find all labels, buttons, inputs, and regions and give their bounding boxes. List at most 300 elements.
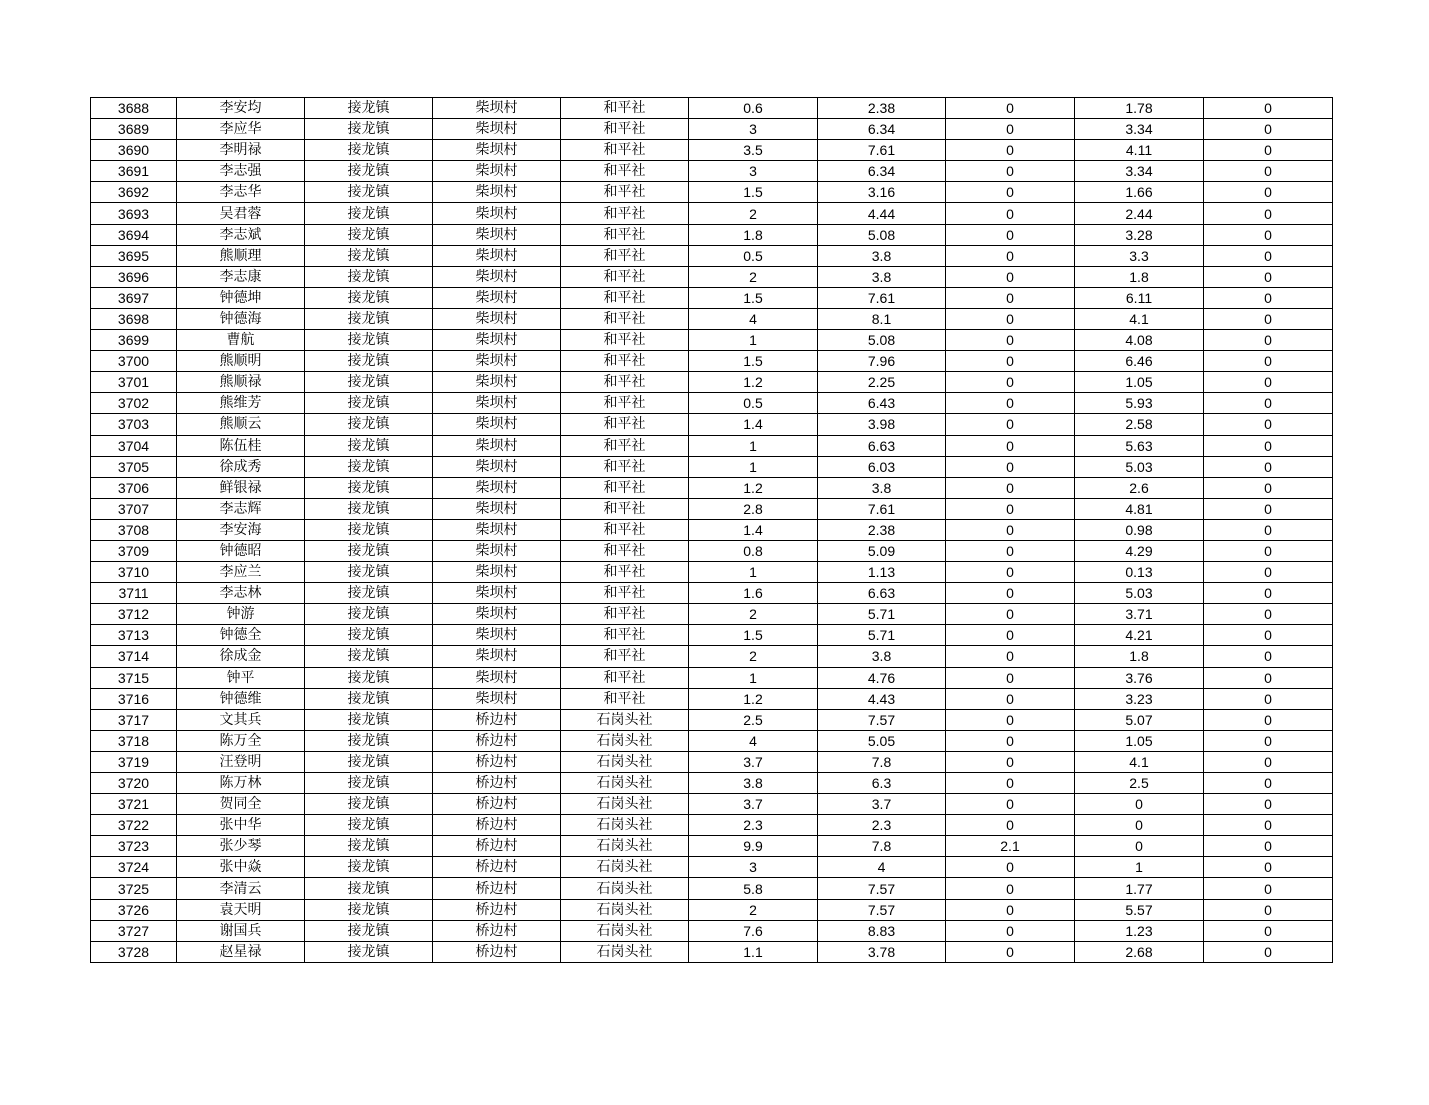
group-cell: 和平社 xyxy=(561,372,689,393)
table-row xyxy=(91,287,1333,308)
row-id-cell: 3725 xyxy=(91,878,177,899)
row-id-cell: 3689 xyxy=(91,119,177,140)
value-cell-3: 0 xyxy=(946,604,1075,625)
value-cell-3: 0 xyxy=(946,330,1075,351)
value-cell-3: 0 xyxy=(946,773,1075,794)
value-cell-2: 6.63 xyxy=(818,583,946,604)
value-cell-2: 6.34 xyxy=(818,119,946,140)
group-cell: 石岗头社 xyxy=(561,751,689,772)
value-cell-4: 1.23 xyxy=(1075,920,1204,941)
table-row xyxy=(91,751,1333,772)
name-cell: 钟德海 xyxy=(177,308,305,329)
value-cell-5: 0 xyxy=(1204,920,1333,941)
name-cell: 钟德昭 xyxy=(177,540,305,561)
table-row xyxy=(91,140,1333,161)
town-cell: 接龙镇 xyxy=(305,435,433,456)
value-cell-3: 0 xyxy=(946,435,1075,456)
value-cell-2: 7.96 xyxy=(818,351,946,372)
value-cell-2: 5.71 xyxy=(818,604,946,625)
group-cell: 和平社 xyxy=(561,477,689,498)
name-cell: 李安海 xyxy=(177,519,305,540)
name-cell: 熊顺理 xyxy=(177,245,305,266)
value-cell-2: 6.3 xyxy=(818,773,946,794)
value-cell-1: 9.9 xyxy=(689,836,818,857)
name-cell: 李志强 xyxy=(177,161,305,182)
value-cell-2: 7.61 xyxy=(818,287,946,308)
group-cell: 和平社 xyxy=(561,562,689,583)
name-cell: 钟游 xyxy=(177,604,305,625)
value-cell-5: 0 xyxy=(1204,351,1333,372)
value-cell-4: 1.05 xyxy=(1075,372,1204,393)
value-cell-5: 0 xyxy=(1204,330,1333,351)
name-cell: 李志华 xyxy=(177,182,305,203)
value-cell-1: 0.5 xyxy=(689,245,818,266)
table-body xyxy=(91,98,1333,963)
value-cell-5: 0 xyxy=(1204,287,1333,308)
value-cell-2: 4.76 xyxy=(818,667,946,688)
village-cell: 柴坝村 xyxy=(433,456,561,477)
group-cell: 和平社 xyxy=(561,266,689,287)
value-cell-4: 5.63 xyxy=(1075,435,1204,456)
value-cell-5: 0 xyxy=(1204,562,1333,583)
row-id-cell: 3698 xyxy=(91,308,177,329)
name-cell: 陈伍桂 xyxy=(177,435,305,456)
value-cell-1: 3.7 xyxy=(689,751,818,772)
table-row xyxy=(91,182,1333,203)
value-cell-2: 2.38 xyxy=(818,98,946,119)
value-cell-2: 5.05 xyxy=(818,730,946,751)
town-cell: 接龙镇 xyxy=(305,540,433,561)
value-cell-1: 1 xyxy=(689,330,818,351)
value-cell-4: 3.76 xyxy=(1075,667,1204,688)
value-cell-4: 1.05 xyxy=(1075,730,1204,751)
value-cell-5: 0 xyxy=(1204,794,1333,815)
value-cell-2: 4 xyxy=(818,857,946,878)
name-cell: 李志林 xyxy=(177,583,305,604)
value-cell-5: 0 xyxy=(1204,815,1333,836)
value-cell-3: 0 xyxy=(946,857,1075,878)
town-cell: 接龙镇 xyxy=(305,794,433,815)
village-cell: 桥边村 xyxy=(433,836,561,857)
table-row xyxy=(91,330,1333,351)
value-cell-4: 3.34 xyxy=(1075,119,1204,140)
value-cell-4: 0.98 xyxy=(1075,519,1204,540)
town-cell: 接龙镇 xyxy=(305,245,433,266)
name-cell: 张少琴 xyxy=(177,836,305,857)
group-cell: 和平社 xyxy=(561,414,689,435)
row-id-cell: 3704 xyxy=(91,435,177,456)
value-cell-3: 0 xyxy=(946,583,1075,604)
row-id-cell: 3693 xyxy=(91,203,177,224)
value-cell-2: 3.78 xyxy=(818,941,946,962)
village-cell: 柴坝村 xyxy=(433,667,561,688)
value-cell-2: 5.08 xyxy=(818,330,946,351)
value-cell-1: 1.5 xyxy=(689,287,818,308)
name-cell: 熊维芳 xyxy=(177,393,305,414)
value-cell-2: 7.61 xyxy=(818,498,946,519)
value-cell-3: 0 xyxy=(946,899,1075,920)
value-cell-1: 2.3 xyxy=(689,815,818,836)
village-cell: 柴坝村 xyxy=(433,308,561,329)
table-row xyxy=(91,709,1333,730)
village-cell: 桥边村 xyxy=(433,941,561,962)
name-cell: 曹航 xyxy=(177,330,305,351)
value-cell-3: 0 xyxy=(946,688,1075,709)
town-cell: 接龙镇 xyxy=(305,308,433,329)
town-cell: 接龙镇 xyxy=(305,287,433,308)
village-cell: 柴坝村 xyxy=(433,266,561,287)
row-id-cell: 3697 xyxy=(91,287,177,308)
value-cell-1: 3.8 xyxy=(689,773,818,794)
value-cell-5: 0 xyxy=(1204,667,1333,688)
value-cell-3: 0 xyxy=(946,119,1075,140)
village-cell: 柴坝村 xyxy=(433,287,561,308)
name-cell: 陈万林 xyxy=(177,773,305,794)
table-row xyxy=(91,857,1333,878)
group-cell: 和平社 xyxy=(561,667,689,688)
group-cell: 石岗头社 xyxy=(561,730,689,751)
table-row xyxy=(91,393,1333,414)
value-cell-4: 1.8 xyxy=(1075,266,1204,287)
town-cell: 接龙镇 xyxy=(305,140,433,161)
town-cell: 接龙镇 xyxy=(305,878,433,899)
value-cell-4: 5.03 xyxy=(1075,583,1204,604)
town-cell: 接龙镇 xyxy=(305,646,433,667)
value-cell-2: 4.44 xyxy=(818,203,946,224)
village-cell: 柴坝村 xyxy=(433,119,561,140)
value-cell-3: 0 xyxy=(946,878,1075,899)
value-cell-2: 1.13 xyxy=(818,562,946,583)
row-id-cell: 3706 xyxy=(91,477,177,498)
name-cell: 熊顺明 xyxy=(177,351,305,372)
group-cell: 石岗头社 xyxy=(561,899,689,920)
table-row xyxy=(91,878,1333,899)
table-row xyxy=(91,519,1333,540)
value-cell-2: 8.1 xyxy=(818,308,946,329)
value-cell-3: 0 xyxy=(946,730,1075,751)
value-cell-4: 5.57 xyxy=(1075,899,1204,920)
value-cell-1: 1.2 xyxy=(689,477,818,498)
village-cell: 柴坝村 xyxy=(433,414,561,435)
value-cell-5: 0 xyxy=(1204,540,1333,561)
group-cell: 和平社 xyxy=(561,330,689,351)
group-cell: 和平社 xyxy=(561,224,689,245)
village-cell: 桥边村 xyxy=(433,920,561,941)
table-row xyxy=(91,224,1333,245)
row-id-cell: 3700 xyxy=(91,351,177,372)
value-cell-3: 0 xyxy=(946,751,1075,772)
value-cell-1: 1 xyxy=(689,667,818,688)
name-cell: 钟德全 xyxy=(177,625,305,646)
town-cell: 接龙镇 xyxy=(305,583,433,604)
group-cell: 和平社 xyxy=(561,583,689,604)
value-cell-1: 1.2 xyxy=(689,688,818,709)
name-cell: 袁天明 xyxy=(177,899,305,920)
table-row xyxy=(91,308,1333,329)
value-cell-1: 0.8 xyxy=(689,540,818,561)
value-cell-4: 4.81 xyxy=(1075,498,1204,519)
value-cell-3: 0 xyxy=(946,920,1075,941)
value-cell-5: 0 xyxy=(1204,161,1333,182)
value-cell-4: 4.1 xyxy=(1075,751,1204,772)
value-cell-3: 0 xyxy=(946,815,1075,836)
value-cell-3: 0 xyxy=(946,308,1075,329)
value-cell-5: 0 xyxy=(1204,519,1333,540)
value-cell-4: 5.07 xyxy=(1075,709,1204,730)
group-cell: 和平社 xyxy=(561,351,689,372)
value-cell-2: 6.63 xyxy=(818,435,946,456)
value-cell-2: 7.57 xyxy=(818,709,946,730)
value-cell-1: 2.5 xyxy=(689,709,818,730)
value-cell-3: 0 xyxy=(946,372,1075,393)
town-cell: 接龙镇 xyxy=(305,477,433,498)
row-id-cell: 3709 xyxy=(91,540,177,561)
value-cell-2: 5.09 xyxy=(818,540,946,561)
town-cell: 接龙镇 xyxy=(305,688,433,709)
row-id-cell: 3719 xyxy=(91,751,177,772)
value-cell-2: 6.43 xyxy=(818,393,946,414)
value-cell-4: 4.21 xyxy=(1075,625,1204,646)
table-row xyxy=(91,540,1333,561)
value-cell-4: 4.1 xyxy=(1075,308,1204,329)
value-cell-5: 0 xyxy=(1204,625,1333,646)
village-cell: 桥边村 xyxy=(433,773,561,794)
group-cell: 和平社 xyxy=(561,287,689,308)
name-cell: 李清云 xyxy=(177,878,305,899)
group-cell: 石岗头社 xyxy=(561,920,689,941)
value-cell-4: 5.03 xyxy=(1075,456,1204,477)
town-cell: 接龙镇 xyxy=(305,773,433,794)
village-cell: 柴坝村 xyxy=(433,330,561,351)
value-cell-4: 5.93 xyxy=(1075,393,1204,414)
table-row xyxy=(91,773,1333,794)
value-cell-1: 2.8 xyxy=(689,498,818,519)
village-cell: 柴坝村 xyxy=(433,203,561,224)
value-cell-1: 1 xyxy=(689,435,818,456)
value-cell-2: 3.8 xyxy=(818,266,946,287)
town-cell: 接龙镇 xyxy=(305,730,433,751)
table-row xyxy=(91,604,1333,625)
value-cell-2: 3.16 xyxy=(818,182,946,203)
town-cell: 接龙镇 xyxy=(305,456,433,477)
value-cell-5: 0 xyxy=(1204,899,1333,920)
table-row xyxy=(91,245,1333,266)
value-cell-3: 0 xyxy=(946,161,1075,182)
value-cell-5: 0 xyxy=(1204,372,1333,393)
value-cell-5: 0 xyxy=(1204,203,1333,224)
value-cell-2: 4.43 xyxy=(818,688,946,709)
table-row xyxy=(91,730,1333,751)
group-cell: 和平社 xyxy=(561,119,689,140)
value-cell-5: 0 xyxy=(1204,941,1333,962)
row-id-cell: 3724 xyxy=(91,857,177,878)
town-cell: 接龙镇 xyxy=(305,857,433,878)
value-cell-1: 1.2 xyxy=(689,372,818,393)
value-cell-1: 4 xyxy=(689,308,818,329)
value-cell-1: 2 xyxy=(689,604,818,625)
town-cell: 接龙镇 xyxy=(305,351,433,372)
group-cell: 和平社 xyxy=(561,182,689,203)
value-cell-1: 2 xyxy=(689,899,818,920)
value-cell-4: 4.08 xyxy=(1075,330,1204,351)
group-cell: 和平社 xyxy=(561,604,689,625)
name-cell: 徐成秀 xyxy=(177,456,305,477)
name-cell: 谢国兵 xyxy=(177,920,305,941)
value-cell-3: 0 xyxy=(946,625,1075,646)
village-cell: 柴坝村 xyxy=(433,625,561,646)
name-cell: 李应华 xyxy=(177,119,305,140)
village-cell: 柴坝村 xyxy=(433,372,561,393)
value-cell-3: 0 xyxy=(946,182,1075,203)
village-cell: 桥边村 xyxy=(433,751,561,772)
value-cell-3: 0 xyxy=(946,245,1075,266)
value-cell-2: 5.08 xyxy=(818,224,946,245)
name-cell: 钟德维 xyxy=(177,688,305,709)
row-id-cell: 3711 xyxy=(91,583,177,604)
town-cell: 接龙镇 xyxy=(305,920,433,941)
row-id-cell: 3695 xyxy=(91,245,177,266)
row-id-cell: 3692 xyxy=(91,182,177,203)
group-cell: 和平社 xyxy=(561,308,689,329)
value-cell-1: 4 xyxy=(689,730,818,751)
value-cell-1: 1.6 xyxy=(689,583,818,604)
village-cell: 柴坝村 xyxy=(433,604,561,625)
value-cell-4: 2.6 xyxy=(1075,477,1204,498)
village-cell: 柴坝村 xyxy=(433,646,561,667)
value-cell-2: 3.98 xyxy=(818,414,946,435)
value-cell-2: 7.61 xyxy=(818,140,946,161)
town-cell: 接龙镇 xyxy=(305,330,433,351)
value-cell-5: 0 xyxy=(1204,773,1333,794)
town-cell: 接龙镇 xyxy=(305,266,433,287)
town-cell: 接龙镇 xyxy=(305,203,433,224)
value-cell-1: 1.1 xyxy=(689,941,818,962)
value-cell-3: 0 xyxy=(946,456,1075,477)
value-cell-5: 0 xyxy=(1204,98,1333,119)
group-cell: 和平社 xyxy=(561,435,689,456)
group-cell: 石岗头社 xyxy=(561,773,689,794)
value-cell-4: 3.71 xyxy=(1075,604,1204,625)
value-cell-4: 3.23 xyxy=(1075,688,1204,709)
value-cell-4: 3.34 xyxy=(1075,161,1204,182)
row-id-cell: 3703 xyxy=(91,414,177,435)
value-cell-1: 0.6 xyxy=(689,98,818,119)
value-cell-5: 0 xyxy=(1204,604,1333,625)
group-cell: 石岗头社 xyxy=(561,941,689,962)
village-cell: 柴坝村 xyxy=(433,351,561,372)
value-cell-3: 0 xyxy=(946,794,1075,815)
group-cell: 和平社 xyxy=(561,161,689,182)
value-cell-5: 0 xyxy=(1204,393,1333,414)
name-cell: 李志康 xyxy=(177,266,305,287)
row-id-cell: 3710 xyxy=(91,562,177,583)
value-cell-1: 3.7 xyxy=(689,794,818,815)
row-id-cell: 3699 xyxy=(91,330,177,351)
value-cell-5: 0 xyxy=(1204,119,1333,140)
village-cell: 桥边村 xyxy=(433,730,561,751)
value-cell-3: 0 xyxy=(946,477,1075,498)
value-cell-5: 0 xyxy=(1204,266,1333,287)
group-cell: 石岗头社 xyxy=(561,857,689,878)
village-cell: 柴坝村 xyxy=(433,540,561,561)
town-cell: 接龙镇 xyxy=(305,224,433,245)
table-row xyxy=(91,920,1333,941)
value-cell-3: 2.1 xyxy=(946,836,1075,857)
value-cell-3: 0 xyxy=(946,540,1075,561)
value-cell-3: 0 xyxy=(946,266,1075,287)
group-cell: 和平社 xyxy=(561,203,689,224)
village-cell: 柴坝村 xyxy=(433,519,561,540)
village-cell: 柴坝村 xyxy=(433,498,561,519)
table-row xyxy=(91,435,1333,456)
value-cell-3: 0 xyxy=(946,140,1075,161)
value-cell-5: 0 xyxy=(1204,498,1333,519)
table-row xyxy=(91,667,1333,688)
value-cell-3: 0 xyxy=(946,562,1075,583)
name-cell: 文其兵 xyxy=(177,709,305,730)
value-cell-1: 3 xyxy=(689,857,818,878)
row-id-cell: 3713 xyxy=(91,625,177,646)
value-cell-1: 0.5 xyxy=(689,393,818,414)
table-row xyxy=(91,899,1333,920)
group-cell: 和平社 xyxy=(561,393,689,414)
value-cell-4: 1.77 xyxy=(1075,878,1204,899)
value-cell-5: 0 xyxy=(1204,182,1333,203)
value-cell-1: 2 xyxy=(689,203,818,224)
name-cell: 李明禄 xyxy=(177,140,305,161)
value-cell-1: 3.5 xyxy=(689,140,818,161)
village-cell: 桥边村 xyxy=(433,857,561,878)
table-row xyxy=(91,583,1333,604)
table-row xyxy=(91,794,1333,815)
table-row xyxy=(91,836,1333,857)
value-cell-3: 0 xyxy=(946,667,1075,688)
value-cell-2: 8.83 xyxy=(818,920,946,941)
value-cell-4: 2.68 xyxy=(1075,941,1204,962)
value-cell-5: 0 xyxy=(1204,224,1333,245)
village-cell: 柴坝村 xyxy=(433,140,561,161)
town-cell: 接龙镇 xyxy=(305,182,433,203)
value-cell-5: 0 xyxy=(1204,245,1333,266)
value-cell-1: 7.6 xyxy=(689,920,818,941)
value-cell-3: 0 xyxy=(946,646,1075,667)
value-cell-2: 2.38 xyxy=(818,519,946,540)
table-row xyxy=(91,372,1333,393)
town-cell: 接龙镇 xyxy=(305,414,433,435)
value-cell-1: 2 xyxy=(689,266,818,287)
table-row xyxy=(91,414,1333,435)
table-row xyxy=(91,119,1333,140)
table-row xyxy=(91,688,1333,709)
town-cell: 接龙镇 xyxy=(305,625,433,646)
group-cell: 和平社 xyxy=(561,498,689,519)
value-cell-4: 0 xyxy=(1075,794,1204,815)
group-cell: 和平社 xyxy=(561,540,689,561)
value-cell-4: 1 xyxy=(1075,857,1204,878)
group-cell: 和平社 xyxy=(561,456,689,477)
table-row xyxy=(91,98,1333,119)
value-cell-4: 4.11 xyxy=(1075,140,1204,161)
value-cell-2: 3.8 xyxy=(818,477,946,498)
value-cell-4: 3.3 xyxy=(1075,245,1204,266)
value-cell-1: 5.8 xyxy=(689,878,818,899)
value-cell-5: 0 xyxy=(1204,456,1333,477)
town-cell: 接龙镇 xyxy=(305,519,433,540)
row-id-cell: 3702 xyxy=(91,393,177,414)
value-cell-3: 0 xyxy=(946,519,1075,540)
value-cell-2: 7.57 xyxy=(818,899,946,920)
table-row xyxy=(91,203,1333,224)
